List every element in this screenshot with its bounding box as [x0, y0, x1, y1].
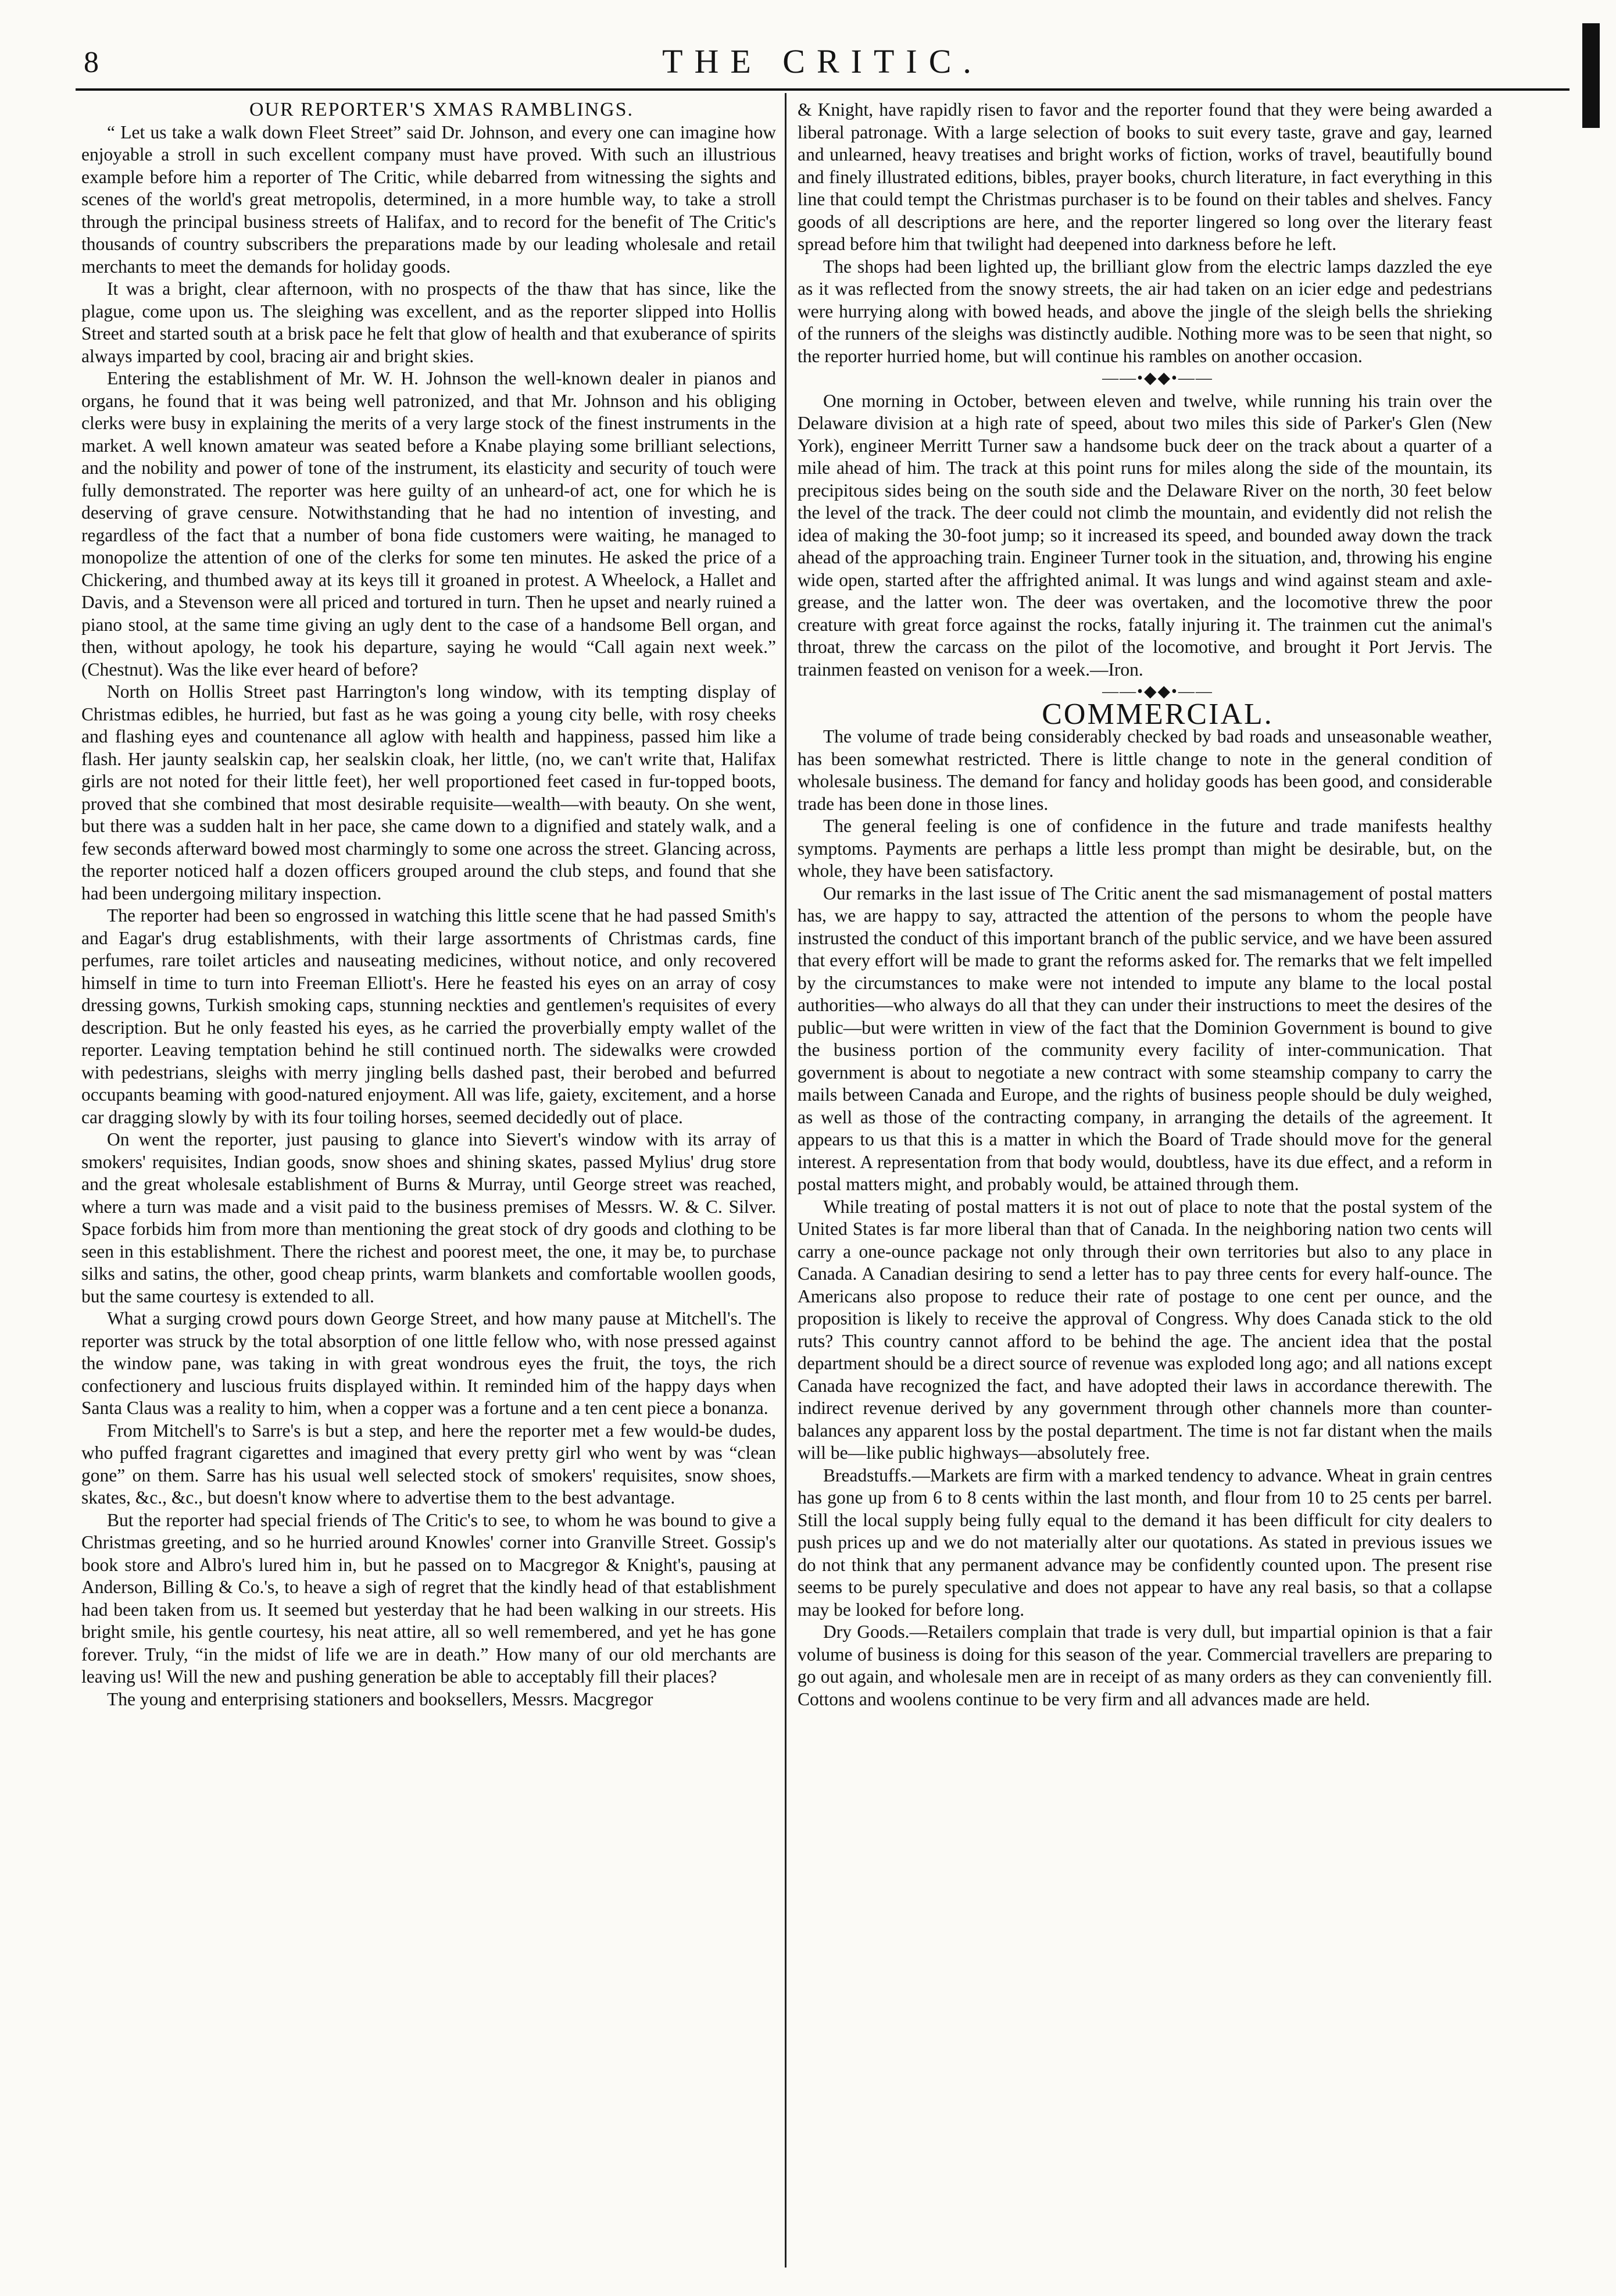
masthead: [76, 42, 1569, 87]
article-heading-xmas-ramblings: OUR REPORTER'S XMAS RAMBLINGS.: [249, 99, 634, 120]
paragraph: Entering the establishment of Mr. W. H. Johnson the well-known dealer in pianos and organs, he found that it was being well patronized, and that Mr. Johnson and his obliging clerks were busy in explaining the merits of a very large stock of the finest instruments in the market. A well known amateur was seated before a Knabe playing some brilliant selections, and the nobility and power of tone of the instrument, its elasticity and security of touch were fully demonstrated. The reporter was here guilty of an unheard-of act, one for which he is deserving of grave censure. Notwithstanding that he had no intention of investing, and regardless of the fact that a number of bona fide customers were waiting, he managed to monopolize the attention of one of the clerks for some ten minutes. He asked the price of a Chickering, and thumbed away at its keys till it groaned in protest. A Wheelock, a Hallet and Davis, and a Stevenson were all priced and tortured in turn. Then he upset and nearly ruined a piano stool, at the same time giving an ugly dent to the case of a handsome Bell organ, and then, without apology, he took his departure, saying he would “Call again next week.” (Chestnut). Was the like ever heard of before?: [81, 368, 776, 680]
paragraph: The volume of trade being considerably checked by bad roads and unseasonable weather, has been somewhat restricted. There is little change to note in the general condition of wholesale business. The demand for fancy and holiday goods has been good, and considerable trade has been done in those lines.: [798, 726, 1492, 814]
commercial-heading: COMMERCIAL.: [1042, 697, 1274, 731]
paragraph: Dry Goods.—Retailers complain that trade is very dull, but impartial opinion is that a fair volume of business is doing for this season of the year. Commercial travellers are preparing to go out again, and wholesale men are in receipt of as many orders as they can conveniently fill. Cottons and woolens continue to be very firm and all advances made are held.: [798, 1622, 1492, 1709]
section-ornament: ——•◆◆•——: [1102, 683, 1213, 701]
paragraph: The young and enterprising stationers and booksellers, Messrs. Macgregor: [107, 1688, 653, 1709]
column-divider: [785, 93, 786, 2268]
margin-bar: [1582, 23, 1600, 128]
paragraph: On went the reporter, just pausing to glance into Sievert's window with its array of smokers' requisites, Indian goods, snow shoes and shining skates, passed Mylius' drug store and the great wholesale establishment of Burns & Murray, until George street was reached, where a turn was made and a visit paid to the business premises of Messrs. W. & C. Silver. Space forbids him from more than mentioning the great stock of dry goods and clothing to be seen in this establishment. There the richest and poorest meet, the one, it may be, to purchase silks and satins, the other, good cheap prints, warm blankets and comfortable woollen goods, but the same courtesy is extended to all.: [81, 1129, 776, 1306]
paragraph: North on Hollis Street past Harrington's long window, with its tempting display of Christmas edibles, he hurried, but fast as he was going a young city belle, with rosy cheeks and flashing eyes and countenance all aglow with health and happiness, passed him like a flash. Her jaunty sealskin cap, her sealskin cloak, her little, (no, we can't write that, Halifax girls are not noted for their little feet), her well proportioned feet cased in fur-topped boots, proved that she combined that most desirable requisite—wealth—with beauty. On she went, but there was a sudden halt in her pace, she came down to a dignified and stately walk, and a few seconds afterward bowed most charmingly to some one across the street. Glancing across, the reporter noticed half a dozen officers grouped around the club steps, and found that she had been undergoing military inspection.: [81, 681, 776, 904]
paragraph: The reporter had been so engrossed in watching this little scene that he had passed Smith's and Eagar's drug establishments, with their large assortments of Christmas cards, fine perfumes, rare toilet articles and nauseating medicines, without notice, and only recovered himself in time to turn into Freeman Elliott's. Here he feasted his eyes on an array of cosy dressing gowns, Turkish smoking caps, stunning neckties and gentlemen's requisites of every description. But he only feasted his eyes, as he carried the proverbially empty wallet of the reporter. Leaving temptation behind he still continued north. The sidewalks were crowded with pedestrians, sleighs with merry jingling bells dashed past, their berobed and befurred occupants beaming with good-natured enjoyment. All was life, gaiety, excitement, and a horse car dragging slowly by with its four toiling horses, seemed decidedly out of place.: [81, 905, 776, 1127]
paragraph: “ Let us take a walk down Fleet Street” said Dr. Johnson, and every one can imagine how enjoyable a stroll in such excellent company must have proved. With such an illustrious example before him a reporter of The Critic, while debarred from witnessing the sights and scenes of the world's great metropolis, determined, in a more humble way, to take a stroll through the principal business streets of Halifax, and to record for the benefit of The Critic's thousands of country subscribers the preparations made by our leading wholesale and retail merchants to meet the demands for holiday goods.: [81, 122, 776, 277]
section-ornament: ——•◆◆•——: [1102, 369, 1213, 387]
paragraph: Breadstuffs.—Markets are firm with a marked tendency to advance. Wheat in grain centres has gone up from 6 to 8 cents within the last month, and flour from 10 to 25 cents per barrel. Still the local supply being fully equal to the demand it has been difficult for city dealers to push prices up and we do not materially alter our quotations. As stated in previous issues we do not think that any permanent advance may be confidently counted upon. The present rise seems to be purely speculative and does not appear to have any real basis, so that a collapse may be looked for before long.: [798, 1465, 1492, 1620]
right-column: [798, 99, 1492, 1711]
paragraph: But the reporter had special friends of The Critic's to see, to whom he was bound to give a Christmas greeting, and so he hurried around Knowles' corner into Granville Street. Gossip's book store and Albro's lured him in, but he passed on to Macgregor & Knight's, pausing at Anderson, Billing & Co.'s, to heave a sigh of regret that the kindly head of that establishment had been taken from us. It seemed but yesterday that he had been walking in our streets. His bright smile, his gentle courtesy, his neat attire, all so well remembered, and yet he has gone forever. Truly, “in the midst of life we are in death.” How many of our old merchants are leaving us! Will the new and pushing generation be able to acceptably fill their places?: [81, 1509, 776, 1687]
masthead-rule: [76, 88, 1569, 91]
left-column: [81, 99, 776, 1711]
paragraph: & Knight, have rapidly risen to favor and the reporter found that they were being awarded a liberal patronage. With a large selection of books to suit every taste, grave and gay, learned and unlearned, heavy treatises and bright works of fiction, works of travel, beautifully bound and finely illustrated editions, bibles, prayer books, church literature, in fact everything in this line that could tempt the Christmas purchaser is to be found on their tables and shelves. Fancy goods of all descriptions are here, and the reporter lingered so long over the literary feast spread before him that twilight had deepened into darkness before he left.: [798, 99, 1492, 254]
paragraph: The general feeling is one of confidence in the future and trade manifests healthy symptoms. Payments are perhaps a little less prompt than might be desirable, but, on the whole, they have been satisfactory.: [798, 816, 1492, 881]
paragraph: Our remarks in the last issue of The Critic anent the sad mismanagement of postal matters has, we are happy to say, attracted the attention of the persons to whom the people have instrusted the conduct of this important branch of the public service, and we have been assured that every effort will be made to grant the reforms asked for. The remarks that we felt impelled by the circumstances to make were not intended to impute any blame to the local postal authorities—who always do all that they can under their instructions to meet the desires of the public—but were written in view of the fact that the Dominion Government is bound to give the business portion of the community every facility of inter-communication. That government is about to negotiate a new contract with some steamship company to carry the mails between Canada and Europe, and the rights of business people should be duly weighed, as well as those of the contracting company, in arranging the details of the agreement. It appears to us that this is a matter in which the Board of Trade should move for the general interest. A representation from that body would, doubtless, have its due effect, and a reform in postal matters might, and probably would, be attained through them.: [798, 883, 1492, 1194]
paragraph: The shops had been lighted up, the brilliant glow from the electric lamps dazzled the eye as it was reflected from the snowy streets, the air had taken on an icier edge and pedestrians were hurrying along with bowed heads, and above the jingle of the sleigh bells the shrieking of the runners of the sleighs was distinctly audible. Nothing more was to be seen that night, so the reporter hurried home, but will continue his rambles on another occasion.: [798, 256, 1492, 366]
paragraph: While treating of postal matters it is not out of place to note that the postal system of the United States is far more liberal than that of Canada. In the neighboring nation two cents will carry a one-ounce package not only through their own territories but also to any place in Canada. A Canadian desiring to send a letter has to pay three cents for every half-ounce. The Americans also propose to reduce their rate of postage to one cent per ounce, and the proposition is likely to receive the approval of Congress. Why does Canada stick to the old ruts? This country cannot afford to be behind the age. The ancient idea that the postal department should be a direct source of revenue was exploded long ago; and all nations except Canada have recognized the fact, and have adopted their laws in accordance therewith. The indirect revenue derived by any government through other channels more than counter-balances any apparent loss by the postal department. The time is not far distant when the mails will be—like public highways—absolutely free.: [798, 1196, 1492, 1463]
paragraph: One morning in October, between eleven and twelve, while running his train over the Delaware division at a high rate of speed, about two miles this side of Parker's Glen (New York), engineer Merritt Turner saw a handsome buck deer on the track about a quarter of a mile ahead of him. The track at this point runs for miles along the side of the mountain, its precipitous sides being on the south side and the Delaware River on the north, 30 feet below the level of the track. The deer could not climb the mountain, and evidently did not relish the idea of making the 30-foot jump; so it increased its speed, and bounded away down the track ahead of the approaching train. Engineer Turner took in the situation, and, throwing his engine wide open, started after the affrighted animal. It was lungs and wind against steam and axle-grease, and the latter won. The deer was overtaken, and the locomotive threw the poor creature with great force against the rocks, fatally injuring it. The trainmen cut the animal's throat, threw the carcass on the pilot of the locomotive, and brought it Port Jervis. The trainmen feasted on venison for a week.—Iron.: [798, 390, 1492, 680]
paragraph: What a surging crowd pours down George Street, and how many pause at Mitchell's. The reporter was struck by the total absorption of one little fellow who, with nose pressed against the window pane, was taking in with great wondrous eyes the fruit, the toys, the rich confectionery and luscious fruits displayed within. It reminded him of the happy days when Santa Claus was a reality to him, when a copper was a fortune and a ten cent piece a bonanza.: [81, 1308, 776, 1418]
newspaper-title: THE CRITIC.: [662, 42, 983, 80]
page-number: 8: [84, 46, 99, 79]
paragraph: It was a bright, clear afternoon, with no prospects of the thaw that has since, like the plague, come upon us. The sleighing was excellent, and as the reporter slipped into Hollis Street and started south at a brisk pace he felt that glow of health and that exuberance of spirits always imparted by cool, bracing air and bright skies.: [81, 278, 776, 366]
paragraph: From Mitchell's to Sarre's is but a step, and here the reporter met a few would-be dudes, who puffed fragrant cigarettes and imagined that every pretty girl who went by was “clean gone” on them. Sarre has his usual well selected stock of smokers' requisites, snow shoes, skates, &c., &c., but doesn't know where to advertise them to the best advantage.: [81, 1420, 776, 1508]
